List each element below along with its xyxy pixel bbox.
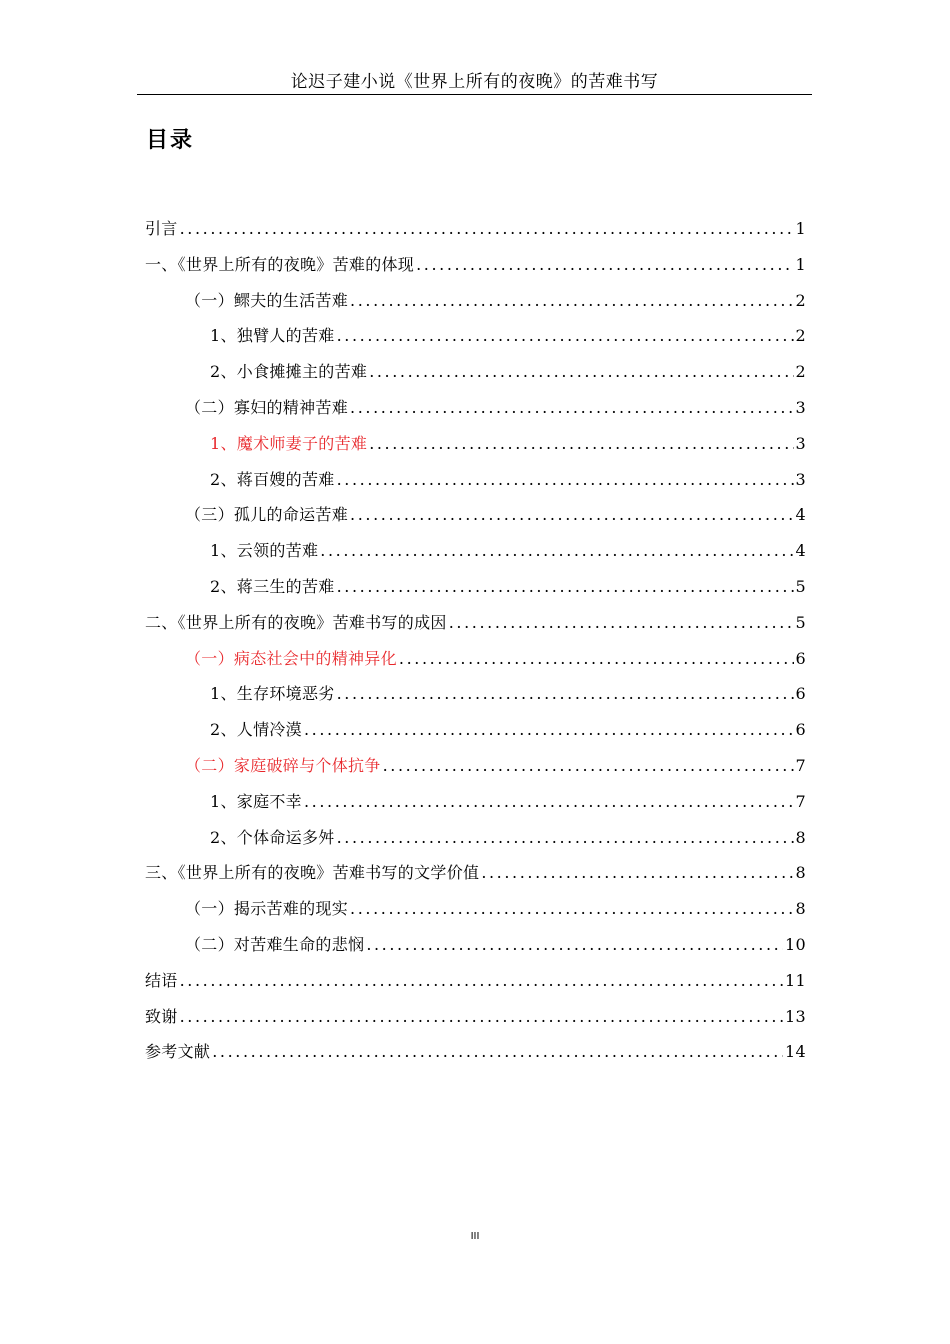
- toc-entry[interactable]: [145, 390, 806, 426]
- toc-entry-page: 3: [795, 397, 806, 417]
- toc-entry[interactable]: [145, 963, 806, 999]
- toc-entry-title: （一）鳏夫的生活苦难: [185, 290, 349, 310]
- toc-entry-page: 14: [785, 1042, 806, 1062]
- header-rule: [137, 94, 812, 95]
- toc-leader-dots: [481, 855, 793, 891]
- toc-entry-page: 4: [795, 541, 806, 561]
- toc-leader-dots: [337, 569, 794, 605]
- toc-entry-page: 2: [795, 290, 806, 310]
- toc-entry[interactable]: [145, 497, 806, 533]
- toc-entry-page: 5: [795, 612, 806, 632]
- toc-entry[interactable]: [145, 605, 806, 641]
- toc-leader-dots: [383, 748, 794, 784]
- toc-entry[interactable]: [145, 462, 806, 498]
- running-header: 论迟子建小说《世界上所有的夜晚》的苦难书写: [290, 72, 659, 92]
- toc-leader-dots: [337, 462, 794, 498]
- toc-entry-title: 二、《世界上所有的夜晚》苦难书写的成因: [145, 612, 447, 632]
- toc-entry-page: 8: [795, 899, 806, 919]
- toc-entry-page: 3: [795, 469, 806, 489]
- toc-leader-dots: [180, 963, 783, 999]
- toc-entry-page: 11: [785, 970, 806, 990]
- toc-entry-page: 8: [795, 863, 806, 883]
- toc-entry[interactable]: [145, 748, 806, 784]
- toc-entry-title: 引言: [145, 219, 178, 238]
- toc-entry-title: 2、小食摊摊主的苦难: [210, 362, 368, 382]
- toc-leader-dots: [320, 533, 793, 569]
- toc-entry-page: 7: [795, 755, 806, 775]
- toc-entry-title: 2、蒋三生的苦难: [210, 576, 335, 596]
- toc-entry-title: 1、生存环境恶劣: [210, 684, 335, 704]
- toc-leader-dots: [366, 927, 783, 963]
- toc-entry-title: 结语: [145, 970, 178, 990]
- toc-entry-title: 致谢: [145, 1006, 178, 1026]
- toc-entry-title: （二）寡妇的精神苦难: [185, 397, 349, 417]
- toc-entry-title: （二）对苦难生命的悲悯: [185, 934, 365, 954]
- toc-entry-title: 2、人情冷漠: [210, 720, 302, 740]
- toc-entry-title: 1、家庭不幸: [210, 791, 302, 811]
- toc-leader-dots: [350, 390, 794, 426]
- toc-entry-title: （三）孤儿的命运苦难: [185, 505, 349, 525]
- toc-entry[interactable]: [145, 784, 806, 820]
- toc-leader-dots: [350, 891, 794, 927]
- toc-entry-title: 三、《世界上所有的夜晚》苦难书写的文学价值: [145, 863, 480, 883]
- toc-entry[interactable]: [145, 820, 806, 856]
- toc-entry-title: 参考文献: [145, 1042, 211, 1062]
- toc-leader-dots: [180, 999, 783, 1035]
- toc-entry-page: 1: [795, 254, 806, 274]
- toc-entry-page: 6: [795, 720, 806, 740]
- toc-entry-page: 8: [795, 827, 806, 847]
- toc-entry[interactable]: [145, 641, 806, 677]
- toc-entry-title: 2、个体命运多舛: [210, 827, 335, 847]
- toc-leader-dots: [304, 784, 794, 820]
- toc-entry-page: 7: [795, 791, 806, 811]
- toc-entry-title: （一）病态社会中的精神异化: [185, 648, 397, 668]
- toc-entry[interactable]: [145, 999, 806, 1035]
- toc-entry[interactable]: [145, 855, 806, 891]
- toc-entry[interactable]: [145, 247, 806, 283]
- toc-leader-dots: [449, 605, 794, 641]
- table-of-contents: [145, 211, 806, 1070]
- toc-entry[interactable]: [145, 891, 806, 927]
- toc-leader-dots: [304, 712, 794, 748]
- toc-leader-dots: [212, 1034, 783, 1070]
- toc-entry[interactable]: [145, 676, 806, 712]
- toc-entry-title: 1、云领的苦难: [210, 541, 319, 561]
- toc-leader-dots: [416, 247, 793, 283]
- toc-entry-page: 6: [795, 648, 806, 668]
- toc-entry[interactable]: [145, 1034, 806, 1070]
- toc-entry-title: （二）家庭破碎与个体抗争: [185, 755, 381, 775]
- toc-entry-page: 4: [795, 505, 806, 525]
- toc-entry-title: （一）揭示苦难的现实: [185, 899, 349, 919]
- toc-entry[interactable]: [145, 354, 806, 390]
- toc-title: 目录: [146, 128, 195, 153]
- toc-entry-page: 6: [795, 684, 806, 704]
- toc-entry-title: 1、魔术师妻子的苦难: [210, 433, 368, 453]
- toc-leader-dots: [350, 497, 794, 533]
- toc-leader-dots: [350, 283, 794, 319]
- toc-entry[interactable]: [145, 569, 806, 605]
- toc-entry[interactable]: [145, 426, 806, 462]
- toc-entry-page: 1: [795, 219, 806, 238]
- toc-leader-dots: [337, 820, 794, 856]
- toc-entry[interactable]: [145, 927, 806, 963]
- toc-entry-page: 3: [795, 433, 806, 453]
- toc-entry-title: 2、蒋百嫂的苦难: [210, 469, 335, 489]
- toc-entry-page: 2: [795, 362, 806, 382]
- toc-entry[interactable]: [145, 712, 806, 748]
- toc-leader-dots: [337, 318, 794, 354]
- toc-entry-page: 5: [795, 576, 806, 596]
- toc-entry-page: 10: [785, 934, 806, 954]
- page-number: III: [470, 1231, 480, 1242]
- toc-leader-dots: [337, 676, 794, 712]
- toc-entry-title: 1、独臂人的苦难: [210, 326, 335, 346]
- toc-entry[interactable]: [145, 283, 806, 319]
- toc-entry[interactable]: [145, 533, 806, 569]
- toc-leader-dots: [369, 426, 793, 462]
- toc-entry-page: 13: [785, 1006, 806, 1026]
- toc-entry[interactable]: [145, 211, 806, 247]
- toc-entry[interactable]: [145, 318, 806, 354]
- toc-leader-dots: [180, 211, 794, 247]
- toc-entry-title: 一、《世界上所有的夜晚》苦难的体现: [145, 254, 415, 274]
- toc-leader-dots: [369, 354, 793, 390]
- toc-entry-page: 2: [795, 326, 806, 346]
- toc-leader-dots: [399, 641, 794, 677]
